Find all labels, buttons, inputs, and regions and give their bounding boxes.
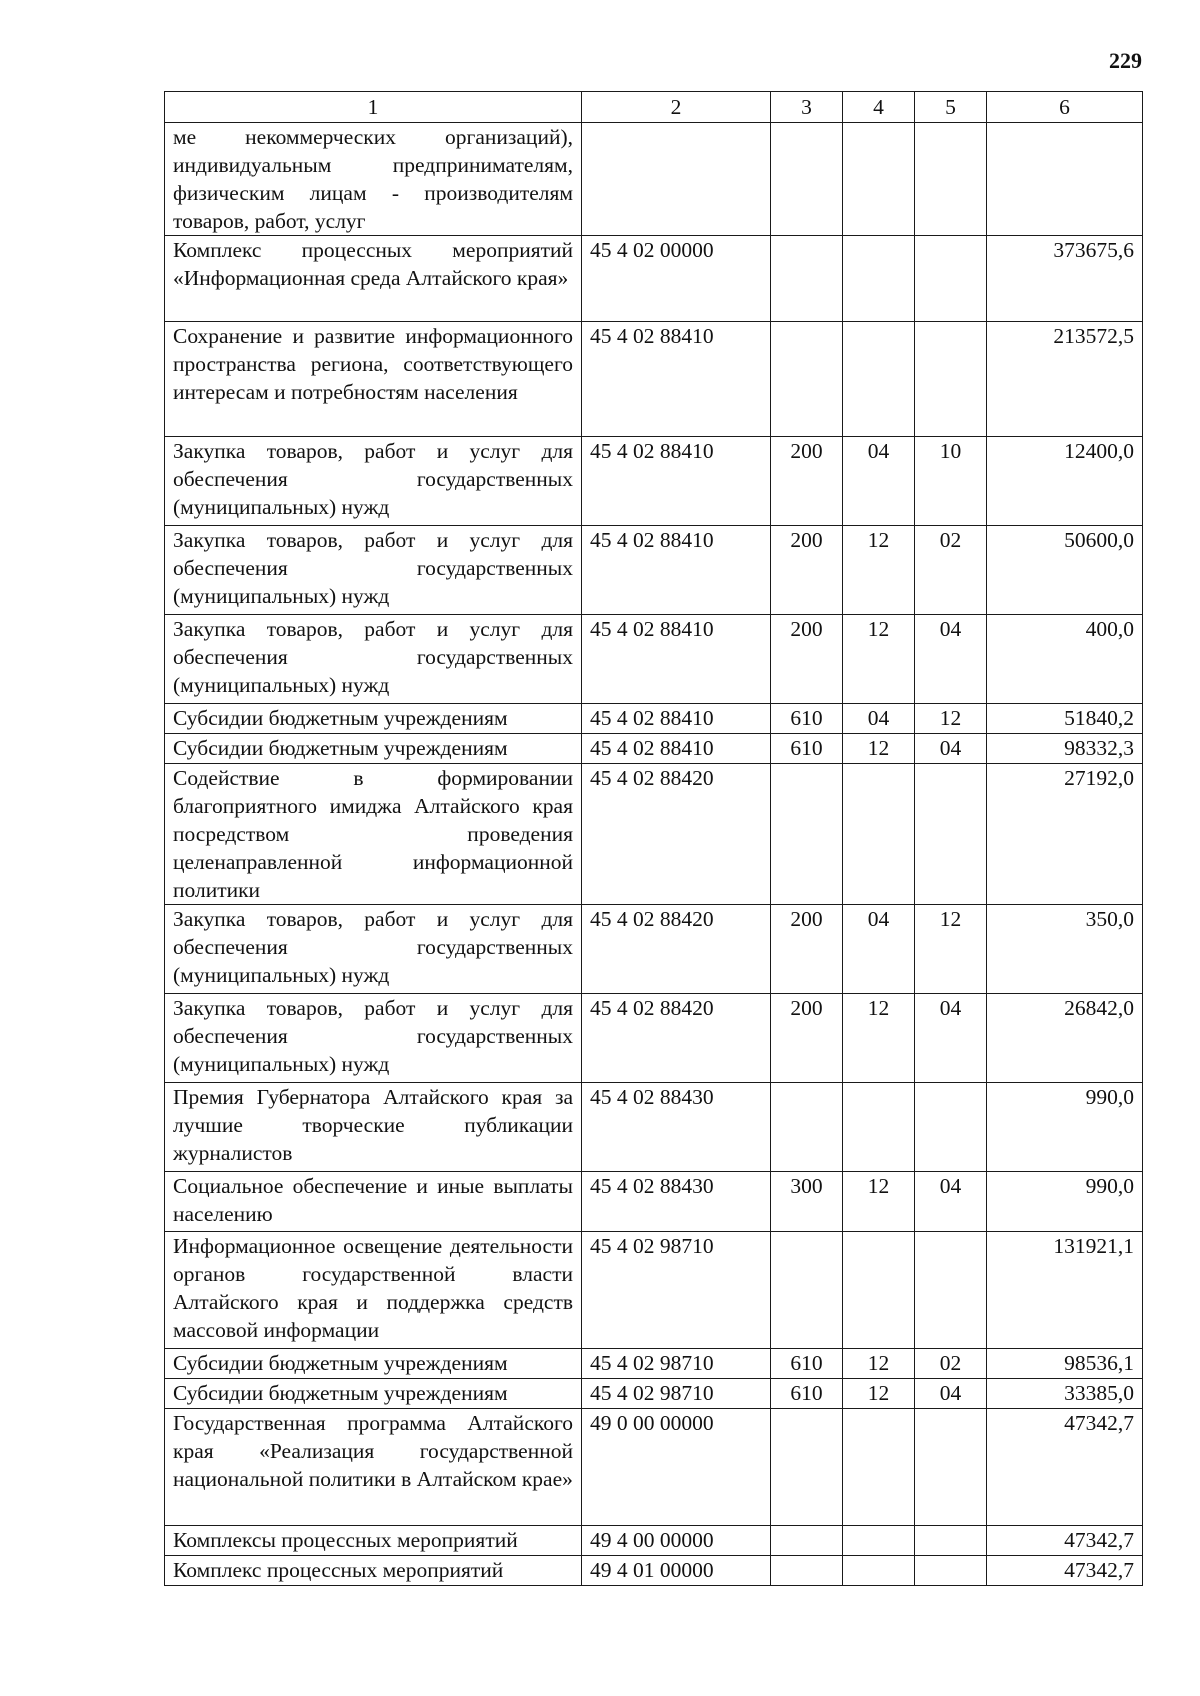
row-col4 [843,322,915,437]
row-amount: 373675,6 [987,236,1143,322]
row-col4 [843,1083,915,1172]
row-col3: 200 [771,437,843,526]
row-code: 45 4 02 88410 [582,437,771,526]
row-amount: 400,0 [987,615,1143,704]
row-col3 [771,1232,843,1349]
page-number: 229 [1109,48,1142,73]
row-col5: 04 [915,1172,987,1232]
row-col3: 200 [771,994,843,1083]
table-row [165,526,1143,615]
table-row [165,1232,1143,1349]
row-col4: 04 [843,905,915,994]
row-col5 [915,1526,987,1556]
row-amount: 98332,3 [987,734,1143,764]
row-amount: 27192,0 [987,764,1143,905]
row-col4 [843,236,915,322]
row-name: Социальное обеспечение и иные выплаты населению [165,1172,582,1232]
row-col4: 12 [843,734,915,764]
row-code: 45 4 02 88430 [582,1083,771,1172]
row-name: Сохранение и развитие информационного пространства региона, соответствующего интересам и потребностям населения [165,322,582,437]
table-row [165,123,1143,236]
row-name: Закупка товаров, работ и услуг для обеспечения государственных (муниципальных) нужд [165,437,582,526]
table-row [165,764,1143,905]
row-amount: 12400,0 [987,437,1143,526]
row-col5: 04 [915,1379,987,1409]
row-col5 [915,236,987,322]
row-name: Субсидии бюджетным учреждениям [165,734,582,764]
row-col3 [771,1409,843,1526]
row-col5 [915,1083,987,1172]
table-row [165,322,1143,437]
column-header: 4 [843,92,915,123]
table-row [165,1349,1143,1379]
row-name: Комплекс процессных мероприятий «Информационная среда Алтайского края» [165,236,582,322]
row-col4: 04 [843,437,915,526]
row-amount: 990,0 [987,1172,1143,1232]
row-code: 49 0 00 00000 [582,1409,771,1526]
row-col4: 12 [843,1349,915,1379]
row-code: 45 4 02 98710 [582,1349,771,1379]
table-row [165,905,1143,994]
row-col3: 200 [771,526,843,615]
row-col5: 10 [915,437,987,526]
row-col4 [843,1526,915,1556]
row-col5 [915,1556,987,1586]
table-row [165,1526,1143,1556]
table-row [165,994,1143,1083]
row-col4 [843,1556,915,1586]
row-amount: 213572,5 [987,322,1143,437]
row-code: 45 4 02 88420 [582,764,771,905]
row-col3: 610 [771,734,843,764]
row-col4 [843,1232,915,1349]
row-col5 [915,1409,987,1526]
table-row [165,734,1143,764]
row-name: Закупка товаров, работ и услуг для обеспечения государственных (муниципальных) нужд [165,905,582,994]
row-name: Закупка товаров, работ и услуг для обеспечения государственных (муниципальных) нужд [165,615,582,704]
row-amount [987,123,1143,236]
row-amount: 350,0 [987,905,1143,994]
row-code: 45 4 02 00000 [582,236,771,322]
row-code: 45 4 02 88410 [582,734,771,764]
row-col4: 12 [843,1379,915,1409]
row-col5 [915,1232,987,1349]
row-name: Закупка товаров, работ и услуг для обеспечения государственных (муниципальных) нужд [165,994,582,1083]
row-name: Комплекс процессных мероприятий [165,1556,582,1586]
row-col3: 300 [771,1172,843,1232]
row-amount: 990,0 [987,1083,1143,1172]
table-row [165,1409,1143,1526]
row-col5: 12 [915,905,987,994]
row-col4: 12 [843,1172,915,1232]
table-row [165,1556,1143,1586]
row-name: Государственная программа Алтайского края «Реализация государственной национальной политики в Алтайском крае» [165,1409,582,1526]
row-col3 [771,1083,843,1172]
row-col3: 610 [771,704,843,734]
row-name: Субсидии бюджетным учреждениям [165,1379,582,1409]
row-name: Содействие в формировании благоприятного имиджа Алтайского края посредством проведения целенаправленной информационной политики [165,764,582,905]
row-col4: 12 [843,994,915,1083]
row-name: Субсидии бюджетным учреждениям [165,1349,582,1379]
table-row [165,1083,1143,1172]
table-row [165,1172,1143,1232]
row-col3 [771,123,843,236]
row-col5: 04 [915,734,987,764]
column-header: 6 [987,92,1143,123]
column-header: 1 [165,92,582,123]
row-col5 [915,123,987,236]
table-row [165,615,1143,704]
row-code: 45 4 02 98710 [582,1379,771,1409]
row-col5: 02 [915,526,987,615]
budget-table [164,91,1143,1586]
row-col5: 02 [915,1349,987,1379]
row-col5 [915,322,987,437]
row-col5 [915,764,987,905]
row-col4: 04 [843,704,915,734]
header-row [165,92,1143,123]
row-col5: 04 [915,615,987,704]
table-row [165,437,1143,526]
row-code: 45 4 02 88410 [582,322,771,437]
row-col4 [843,1409,915,1526]
row-col3 [771,322,843,437]
table-row [165,704,1143,734]
row-amount: 131921,1 [987,1232,1143,1349]
row-amount: 47342,7 [987,1526,1143,1556]
row-name: Субсидии бюджетным учреждениям [165,704,582,734]
row-col3 [771,1526,843,1556]
row-col3: 200 [771,615,843,704]
table-row [165,236,1143,322]
row-amount: 50600,0 [987,526,1143,615]
row-col4: 12 [843,615,915,704]
row-name: Закупка товаров, работ и услуг для обеспечения государственных (муниципальных) нужд [165,526,582,615]
row-code: 45 4 02 88410 [582,704,771,734]
row-col3: 610 [771,1379,843,1409]
row-amount: 26842,0 [987,994,1143,1083]
column-header: 2 [582,92,771,123]
row-name: Премия Губернатора Алтайского края за лучшие творческие публикации журналистов [165,1083,582,1172]
row-amount: 33385,0 [987,1379,1143,1409]
row-col3: 200 [771,905,843,994]
row-code: 45 4 02 88410 [582,615,771,704]
row-col3 [771,764,843,905]
row-code: 49 4 01 00000 [582,1556,771,1586]
row-code: 45 4 02 88420 [582,905,771,994]
row-name: Информационное освещение деятельности органов государственной власти Алтайского края и поддержка средств массовой информации [165,1232,582,1349]
row-code: 45 4 02 88410 [582,526,771,615]
row-code [582,123,771,236]
row-name: ме некоммерческих организаций), индивидуальным предпринимателям, физическим лицам - производителям товаров, работ, услуг [165,123,582,236]
row-code: 45 4 02 88420 [582,994,771,1083]
row-col4 [843,764,915,905]
row-amount: 47342,7 [987,1409,1143,1526]
column-header: 5 [915,92,987,123]
row-col4: 12 [843,526,915,615]
column-header: 3 [771,92,843,123]
row-col3 [771,1556,843,1586]
row-col3: 610 [771,1349,843,1379]
row-col5: 12 [915,704,987,734]
row-code: 49 4 00 00000 [582,1526,771,1556]
table-row [165,1379,1143,1409]
row-amount: 98536,1 [987,1349,1143,1379]
row-name: Комплексы процессных мероприятий [165,1526,582,1556]
row-amount: 51840,2 [987,704,1143,734]
row-code: 45 4 02 88430 [582,1172,771,1232]
row-code: 45 4 02 98710 [582,1232,771,1349]
row-col4 [843,123,915,236]
row-amount: 47342,7 [987,1556,1143,1586]
row-col5: 04 [915,994,987,1083]
row-col3 [771,236,843,322]
